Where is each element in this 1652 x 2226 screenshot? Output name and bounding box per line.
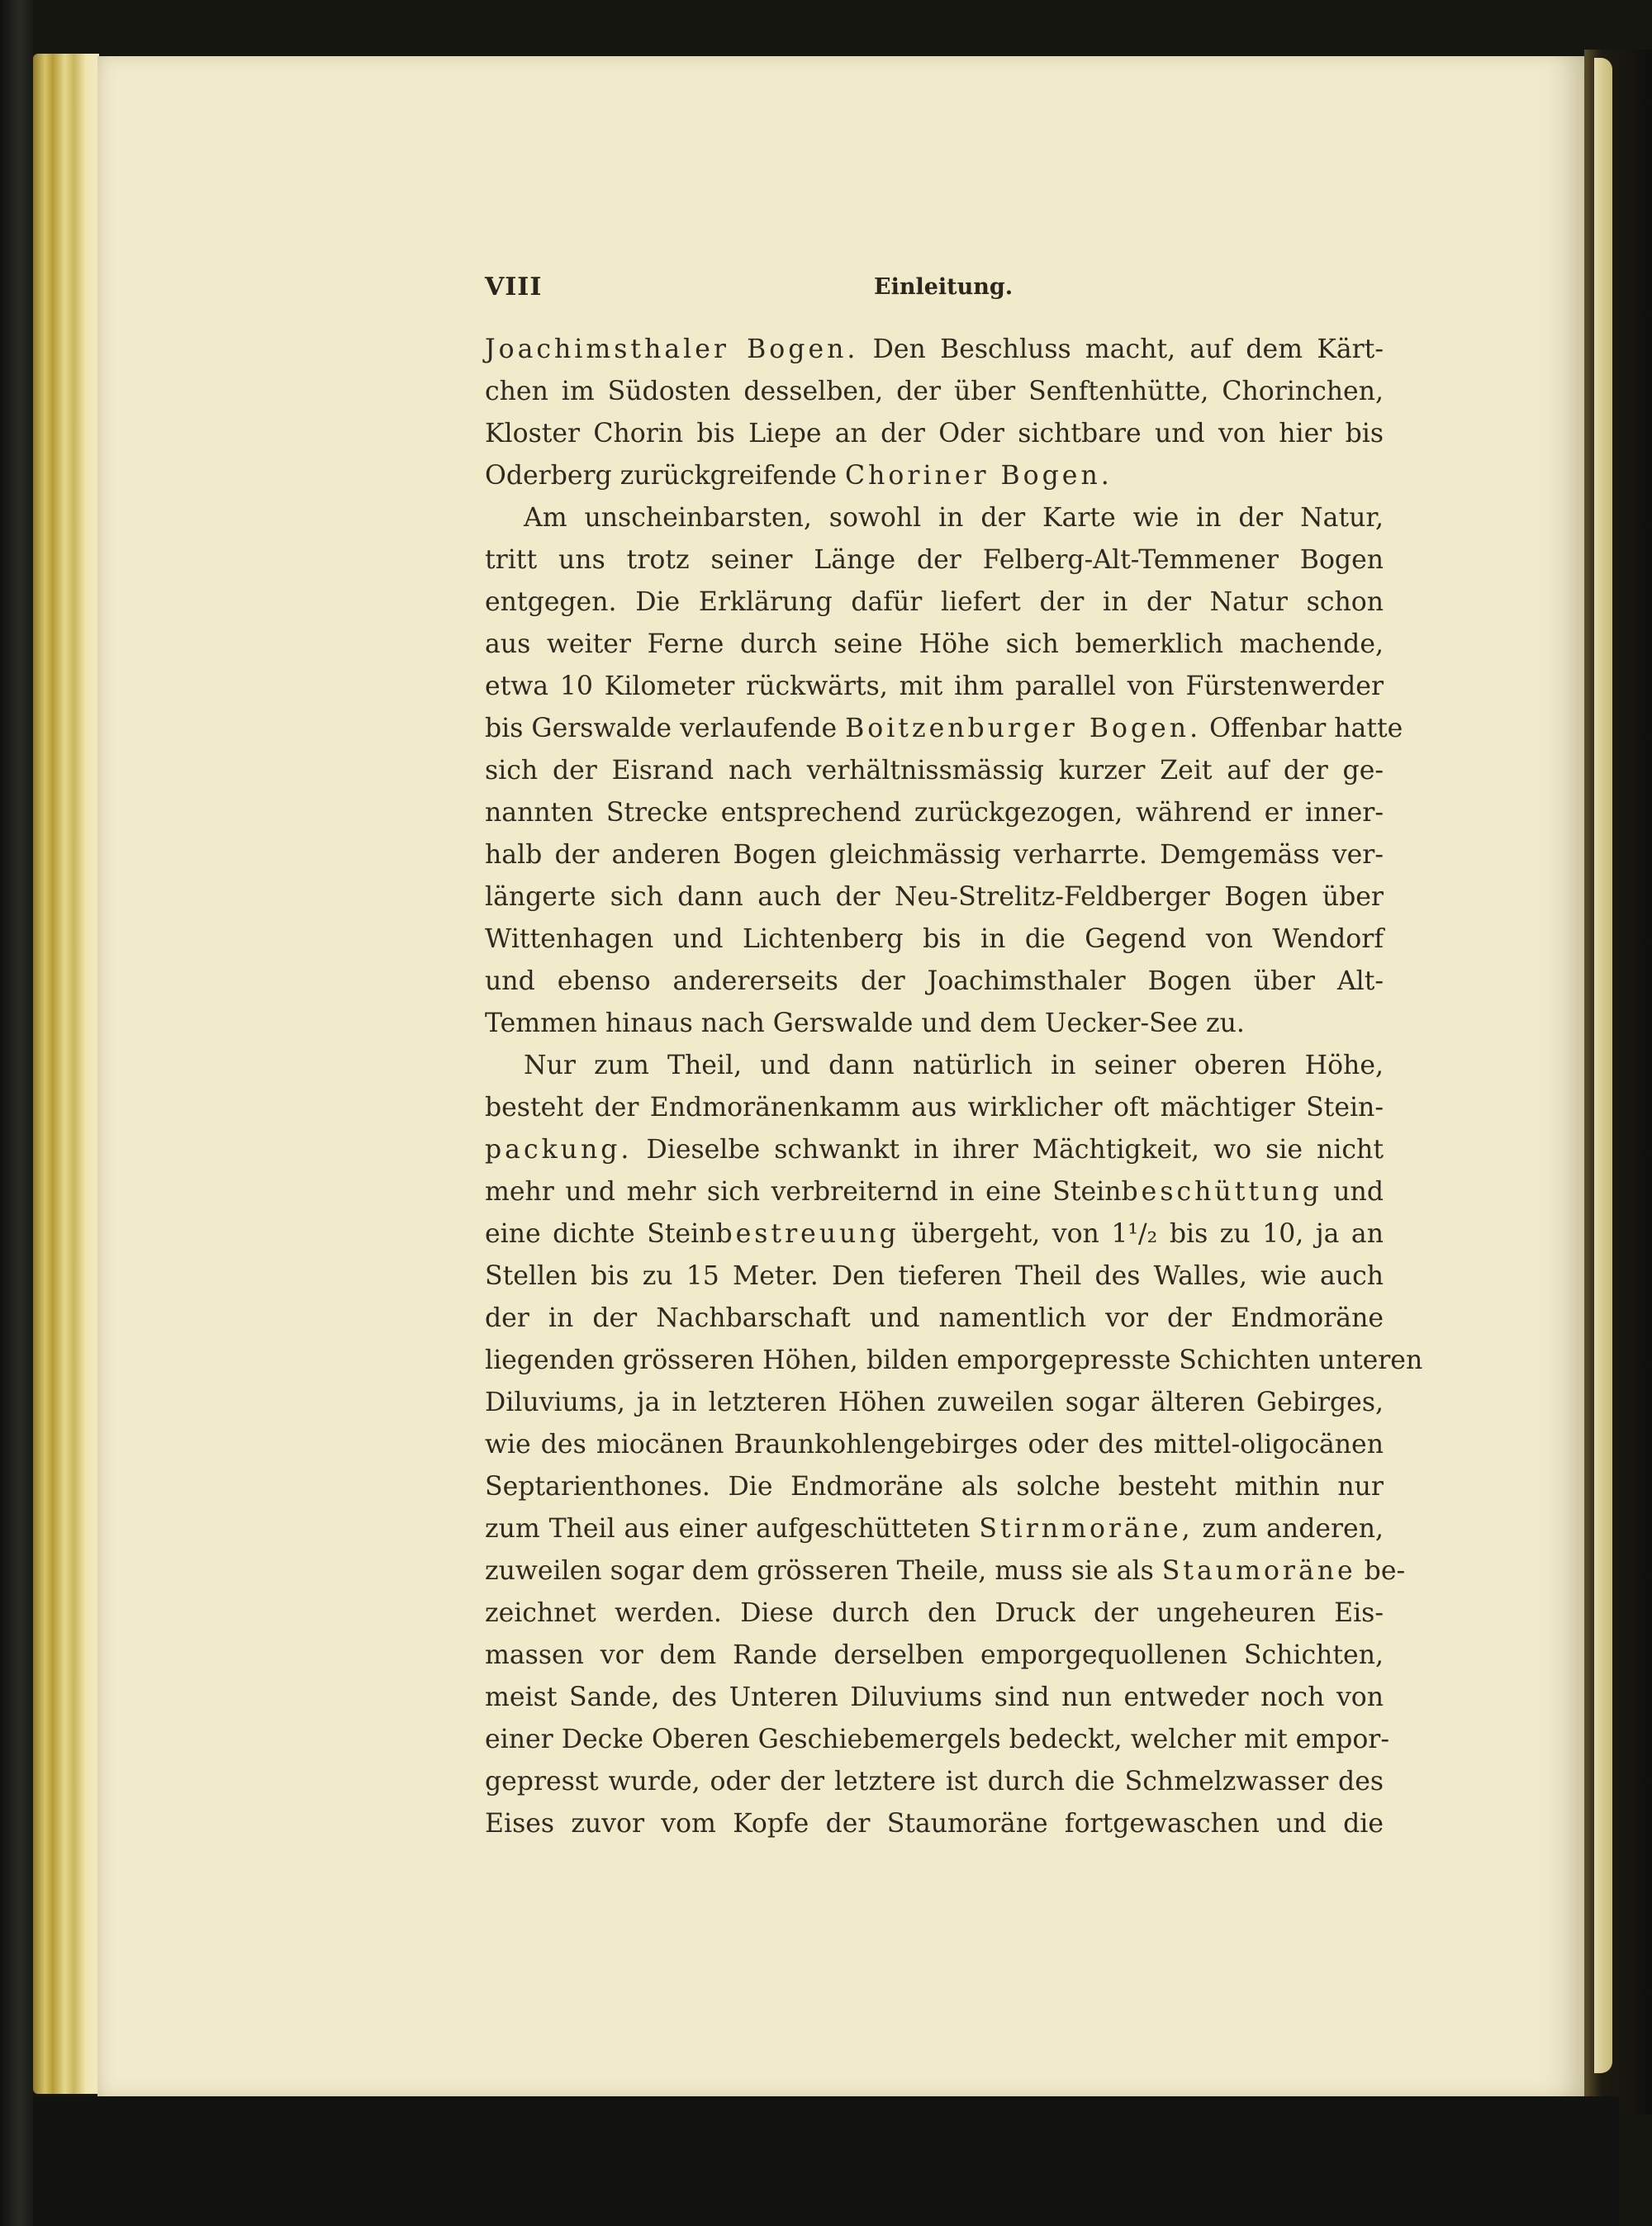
book-binding-left — [0, 0, 33, 2226]
text-line: sich der Eisrand nach verhältnissmässig kurzer Zeit auf der ge- — [485, 756, 1384, 786]
text-line: etwa 10 Kilometer rückwärts, mit ihm parallel von Fürstenwerder — [485, 672, 1384, 701]
text-line: chen im Südosten desselben, der über Senftenhütte, Chorinchen, — [485, 377, 1384, 406]
text-line: eine dichte Steinbestreuung übergeht, von 1¹/₂ bis zu 10, ja an — [485, 1219, 1384, 1249]
paragraph — [485, 1045, 1423, 1845]
paragraph — [485, 329, 1384, 497]
text-line: wie des miocänen Braunkohlengebirges oder des mittel-oligocänen — [485, 1430, 1384, 1459]
text-line: und ebenso andererseits der Joachimsthaler Bogen über Alt- — [485, 966, 1384, 996]
running-title: Einleitung. — [874, 274, 1014, 300]
text-line: zum Theil aus einer aufgeschütteten Stirnmoräne, zum anderen, — [485, 1514, 1384, 1544]
text-line: liegenden grösseren Höhen, bilden emporgepresste Schichten unteren — [485, 1346, 1423, 1375]
text-line: gepresst wurde, oder der letztere ist durch die Schmelzwasser des — [485, 1767, 1384, 1796]
text-line: Septarienthones. Die Endmoräne als solche besteht mithin nur — [485, 1472, 1384, 1502]
emphasized-term: Choriner Bogen. — [845, 461, 1113, 491]
emphasized-term: Boitzenburger Bogen. — [845, 714, 1202, 743]
emphasized-term: Stirnmoräne, — [979, 1514, 1194, 1544]
text-line: Temmen hinaus nach Gerswalde und dem Uecker-See zu. — [485, 1009, 1245, 1038]
text-line: bis Gerswalde verlaufende Boitzenburger Bogen. Offenbar hatte — [485, 714, 1403, 743]
scan-bottom-margin — [33, 2096, 1619, 2226]
paragraph — [485, 497, 1403, 1045]
text-line: Stellen bis zu 15 Meter. Den tieferen Theil des Walles, wie auch — [485, 1261, 1384, 1291]
text-line: Diluviums, ja in letzteren Höhen zuweilen sogar älteren Gebirges, — [485, 1388, 1384, 1417]
page-header — [485, 273, 1384, 306]
text-line: mehr und mehr sich verbreiternd in eine Steinbeschüttung und — [485, 1177, 1384, 1207]
text-line: Eises zuvor vom Kopfe der Staumoräne fortgewaschen und die — [485, 1809, 1384, 1839]
text-line: nannten Strecke entsprechend zurückgezogen, während er inner- — [485, 798, 1384, 828]
page-edges — [33, 54, 99, 2094]
text-line: Joachimsthaler Bogen. Den Beschluss macht, auf dem Kärt- — [485, 335, 1384, 364]
emphasized-term: bestreuung — [715, 1219, 900, 1249]
emphasized-term: Staumoräne — [1161, 1556, 1356, 1586]
text-line: einer Decke Oberen Geschiebemergels bedeckt, welcher mit empor- — [485, 1725, 1389, 1754]
emphasized-term: beschüttung — [1121, 1177, 1322, 1207]
page-number: VIII — [485, 273, 543, 301]
text-line: tritt uns trotz seiner Länge der Felberg-Alt-Temmener Bogen — [485, 545, 1384, 575]
text-line: packung. Dieselbe schwankt in ihrer Mächtigkeit, wo sie nicht — [485, 1135, 1384, 1165]
text-line: besteht der Endmoränenkamm aus wirklicher oft mächtiger Stein- — [485, 1093, 1384, 1122]
text-line: massen vor dem Rande derselben emporgequollenen Schichten, — [485, 1640, 1384, 1670]
text-line: zuweilen sogar dem grösseren Theile, muss sie als Staumoräne be- — [485, 1556, 1406, 1586]
body-text — [485, 329, 1423, 1845]
text-line: meist Sande, des Unteren Diluviums sind nun entweder noch von — [485, 1683, 1384, 1712]
text-line: Nur zum Theil, und dann natürlich in seiner oberen Höhe, — [524, 1051, 1384, 1080]
text-line: Am unscheinbarsten, sowohl in der Karte wie in der Natur, — [524, 503, 1384, 533]
text-line: zeichnet werden. Diese durch den Druck der ungeheuren Eis- — [485, 1598, 1384, 1628]
text-line: längerte sich dann auch der Neu-Strelitz-Feldberger Bogen über — [485, 882, 1384, 912]
text-line: Kloster Chorin bis Liepe an der Oder sichtbare und von hier bis — [485, 419, 1384, 449]
text-line: entgegen. Die Erklärung dafür liefert der in der Natur schon — [485, 587, 1384, 617]
text-line: halb der anderen Bogen gleichmässig verharrte. Demgemäss ver- — [485, 840, 1384, 870]
text-line: Oderberg zurückgreifende Choriner Bogen. — [485, 461, 1113, 491]
emphasized-term: Joachimsthaler Bogen. — [485, 335, 859, 364]
text-line: aus weiter Ferne durch seine Höhe sich bemerklich machende, — [485, 629, 1384, 659]
text-line: Wittenhagen und Lichtenberg bis in die Gegend von Wendorf — [485, 924, 1384, 954]
emphasized-term: packung. — [485, 1135, 633, 1165]
text-line: der in der Nachbarschaft und namentlich vor der Endmoräne — [485, 1303, 1384, 1333]
facing-page-edge — [1594, 58, 1612, 2073]
